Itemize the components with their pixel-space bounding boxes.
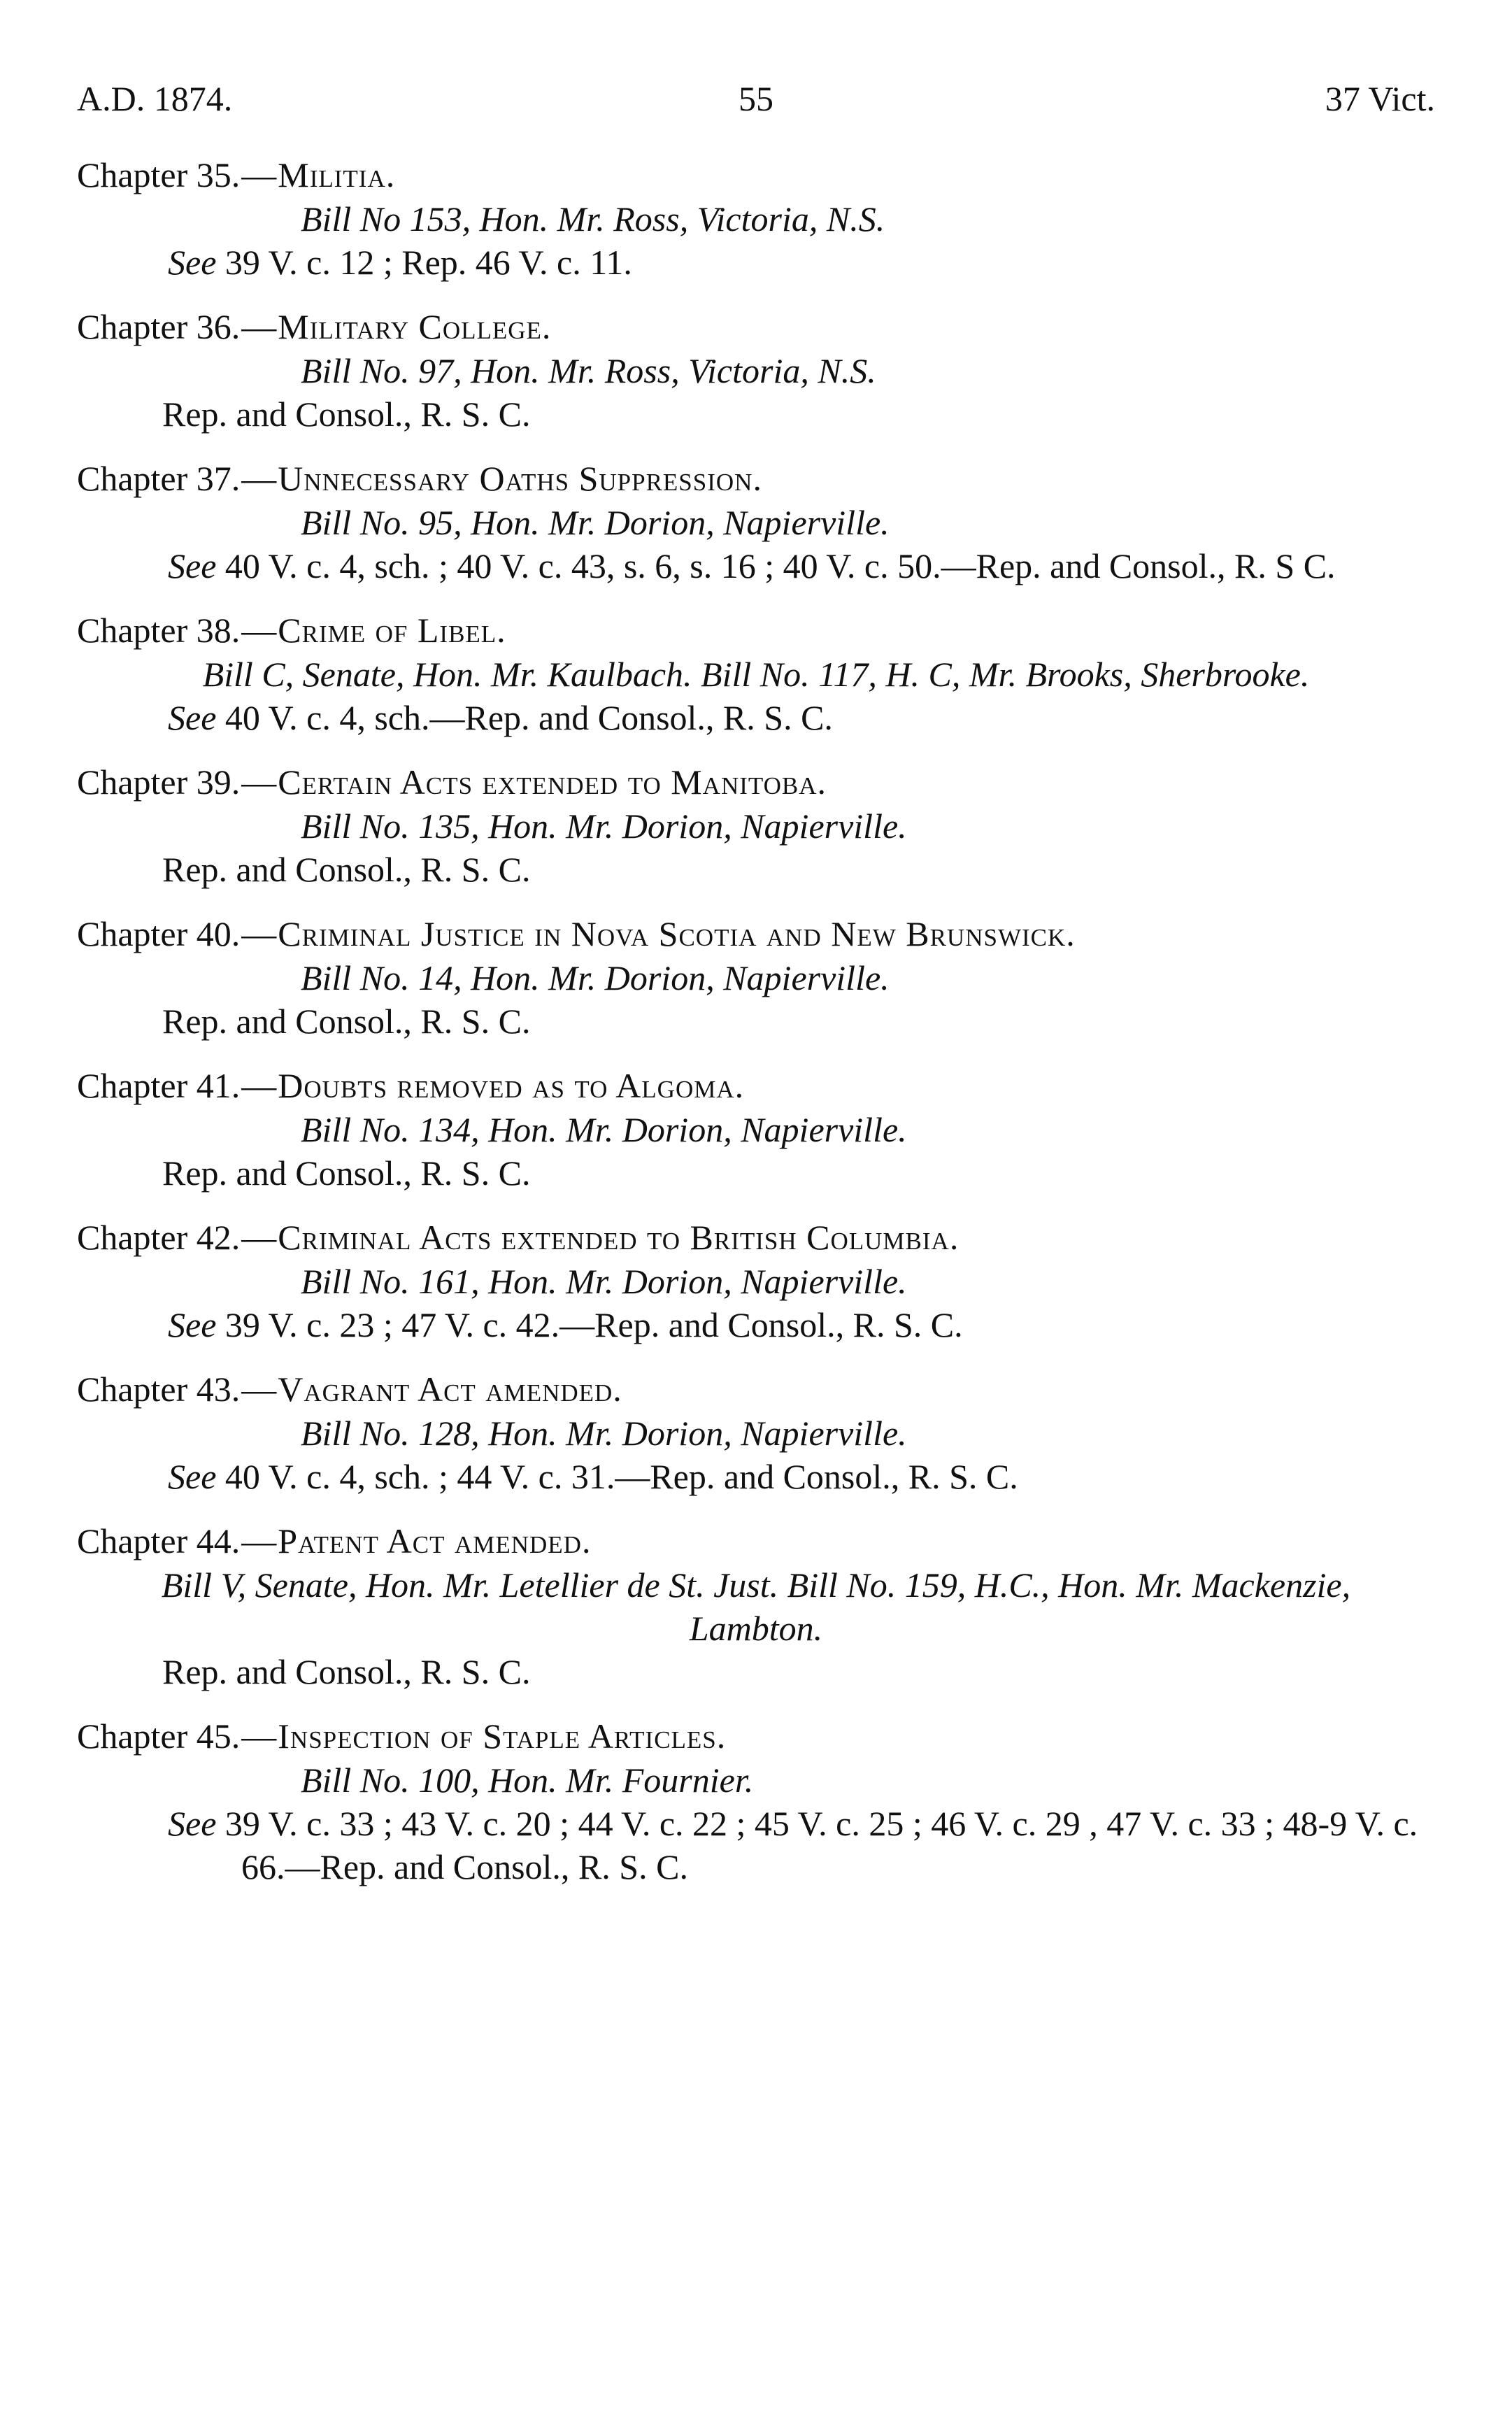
chapter-note (77, 1000, 1435, 1043)
note-sep (216, 546, 225, 585)
note-lead: See (168, 1305, 217, 1344)
chapter-heading (77, 608, 1435, 653)
running-head (77, 78, 1435, 134)
page-number: 55 (739, 79, 773, 118)
chapter-entry-45 (77, 1714, 1435, 1889)
chapter-title: Doubts removed as to Algoma. (278, 1066, 745, 1105)
note-lead: See (168, 698, 217, 737)
chapter-note (77, 544, 1435, 588)
note-sep (216, 1804, 225, 1843)
heading-dash: — (241, 914, 277, 953)
chapter-number: Chapter 45. (77, 1716, 241, 1756)
chapter-entry-42 (77, 1215, 1435, 1346)
chapter-list (77, 152, 1435, 1909)
note-text: 39 V. c. 23 ; 47 V. c. 42.—Rep. and Consol., R. S. C. (224, 1305, 963, 1344)
note-text: Rep. and Consol., R. S. C. (162, 1153, 531, 1193)
bill-reference: Bill No. 14, Hon. Mr. Dorion, Napierville. (301, 958, 890, 997)
header-regnal-year: 37 Vict. (1325, 79, 1435, 118)
bill-reference: Bill V, Senate, Hon. Mr. Letellier de St. Just. Bill No. 159, H.C., Hon. Mr. Mackenzie, Lambton. (161, 1565, 1351, 1648)
chapter-number: Chapter 38. (77, 611, 241, 650)
chapter-heading (77, 1714, 1435, 1758)
heading-dash: — (241, 307, 277, 346)
chapter-heading (77, 304, 1435, 349)
bill-reference: Bill No 153, Hon. Mr. Ross, Victoria, N.S. (301, 199, 885, 239)
bill-reference: Bill No. 135, Hon. Mr. Dorion, Napierville. (301, 806, 907, 846)
chapter-note (77, 241, 1435, 284)
chapter-note (77, 392, 1435, 436)
chapter-title: Patent Act amended. (278, 1521, 592, 1560)
chapter-entry-43 (77, 1367, 1435, 1498)
chapter-number: Chapter 37. (77, 459, 241, 498)
heading-dash: — (241, 1066, 277, 1105)
chapter-note (77, 1151, 1435, 1195)
chapter-title: Military College. (278, 307, 552, 346)
bill-reference: Bill No. 161, Hon. Mr. Dorion, Napierville. (301, 1262, 907, 1301)
note-text: Rep. and Consol., R. S. C. (162, 850, 531, 889)
chapter-title: Vagrant Act amended. (278, 1370, 622, 1409)
heading-dash: — (241, 459, 277, 498)
heading-dash: — (241, 1521, 277, 1560)
bill-reference: Bill No. 128, Hon. Mr. Dorion, Napierville. (301, 1414, 907, 1453)
chapter-number: Chapter 40. (77, 914, 241, 953)
chapter-title: Militia. (278, 155, 396, 194)
chapter-heading (77, 1063, 1435, 1108)
header-year: A.D. 1874. (77, 79, 233, 118)
bill-reference: Bill No. 100, Hon. Mr. Fournier. (301, 1761, 754, 1800)
chapter-entry-39 (77, 760, 1435, 891)
chapter-title: Criminal Acts extended to British Columbia. (278, 1218, 960, 1257)
chapter-number: Chapter 42. (77, 1218, 241, 1257)
note-text: Rep. and Consol., R. S. C. (162, 1002, 531, 1041)
chapter-number: Chapter 43. (77, 1370, 241, 1409)
chapter-note (77, 1455, 1435, 1498)
heading-dash: — (241, 1716, 277, 1756)
chapter-note (77, 696, 1435, 739)
note-text: 39 V. c. 33 ; 43 V. c. 20 ; 44 V. c. 22 ; 45 V. c. 25 ; 46 V. c. 29 , 47 V. c. 33 ; 48-9 V. c. 66.—Rep. and Consol., R. S. C. (224, 1804, 1418, 1886)
note-text: Rep. and Consol., R. S. C. (162, 1652, 531, 1691)
bill-reference: Bill No. 97, Hon. Mr. Ross, Victoria, N.S. (301, 351, 876, 390)
chapter-entry-44 (77, 1519, 1435, 1693)
chapter-heading (77, 1215, 1435, 1260)
chapter-entry-40 (77, 911, 1435, 1043)
note-text: 40 V. c. 4, sch.—Rep. and Consol., R. S. C. (224, 698, 833, 737)
bill-reference: Bill No. 95, Hon. Mr. Dorion, Napierville. (301, 503, 890, 542)
note-lead: See (168, 1804, 217, 1843)
chapter-heading (77, 760, 1435, 804)
note-lead: See (168, 243, 217, 282)
chapter-title: Criminal Justice in Nova Scotia and New Brunswick. (278, 914, 1076, 953)
chapter-note (77, 848, 1435, 891)
chapter-title: Inspection of Staple Articles. (278, 1716, 727, 1756)
note-sep (216, 243, 225, 282)
heading-dash: — (241, 155, 277, 194)
chapter-heading (77, 1519, 1435, 1563)
note-text: 40 V. c. 4, sch. ; 44 V. c. 31.—Rep. and Consol., R. S. C. (224, 1457, 1018, 1496)
chapter-heading (77, 1367, 1435, 1411)
chapter-number: Chapter 44. (77, 1521, 241, 1560)
note-lead: See (168, 546, 217, 585)
heading-dash: — (241, 1218, 277, 1257)
chapter-entry-36 (77, 304, 1435, 436)
chapter-title: Crime of Libel. (278, 611, 506, 650)
note-text: 39 V. c. 12 ; Rep. 46 V. c. 11. (224, 243, 632, 282)
heading-dash: — (241, 1370, 277, 1409)
note-sep (216, 1305, 225, 1344)
note-sep (216, 698, 225, 737)
chapter-entry-38 (77, 608, 1435, 739)
chapter-entry-37 (77, 456, 1435, 588)
heading-dash: — (241, 611, 277, 650)
bill-reference: Bill No. 134, Hon. Mr. Dorion, Napierville. (301, 1110, 907, 1149)
chapter-entry-35 (77, 152, 1435, 284)
chapter-number: Chapter 39. (77, 762, 241, 802)
note-text: Rep. and Consol., R. S. C. (162, 394, 531, 434)
chapter-heading (77, 152, 1435, 197)
chapter-number: Chapter 36. (77, 307, 241, 346)
chapter-note (77, 1802, 1435, 1889)
note-text: 40 V. c. 4, sch. ; 40 V. c. 43, s. 6, s. 16 ; 40 V. c. 50.—Rep. and Consol., R. S C. (224, 546, 1336, 585)
bill-reference: Bill C, Senate, Hon. Mr. Kaulbach. Bill No. 117, H. C, Mr. Brooks, Sherbrooke. (202, 655, 1310, 694)
note-lead: See (168, 1457, 217, 1496)
chapter-heading (77, 456, 1435, 501)
chapter-note (77, 1303, 1435, 1346)
heading-dash: — (241, 762, 277, 802)
chapter-number: Chapter 35. (77, 155, 241, 194)
chapter-title: Certain Acts extended to Manitoba. (278, 762, 827, 802)
chapter-heading (77, 911, 1435, 956)
chapter-title: Unnecessary Oaths Suppression. (278, 459, 762, 498)
chapter-number: Chapter 41. (77, 1066, 241, 1105)
chapter-entry-41 (77, 1063, 1435, 1195)
note-sep (216, 1457, 225, 1496)
chapter-note (77, 1650, 1435, 1693)
